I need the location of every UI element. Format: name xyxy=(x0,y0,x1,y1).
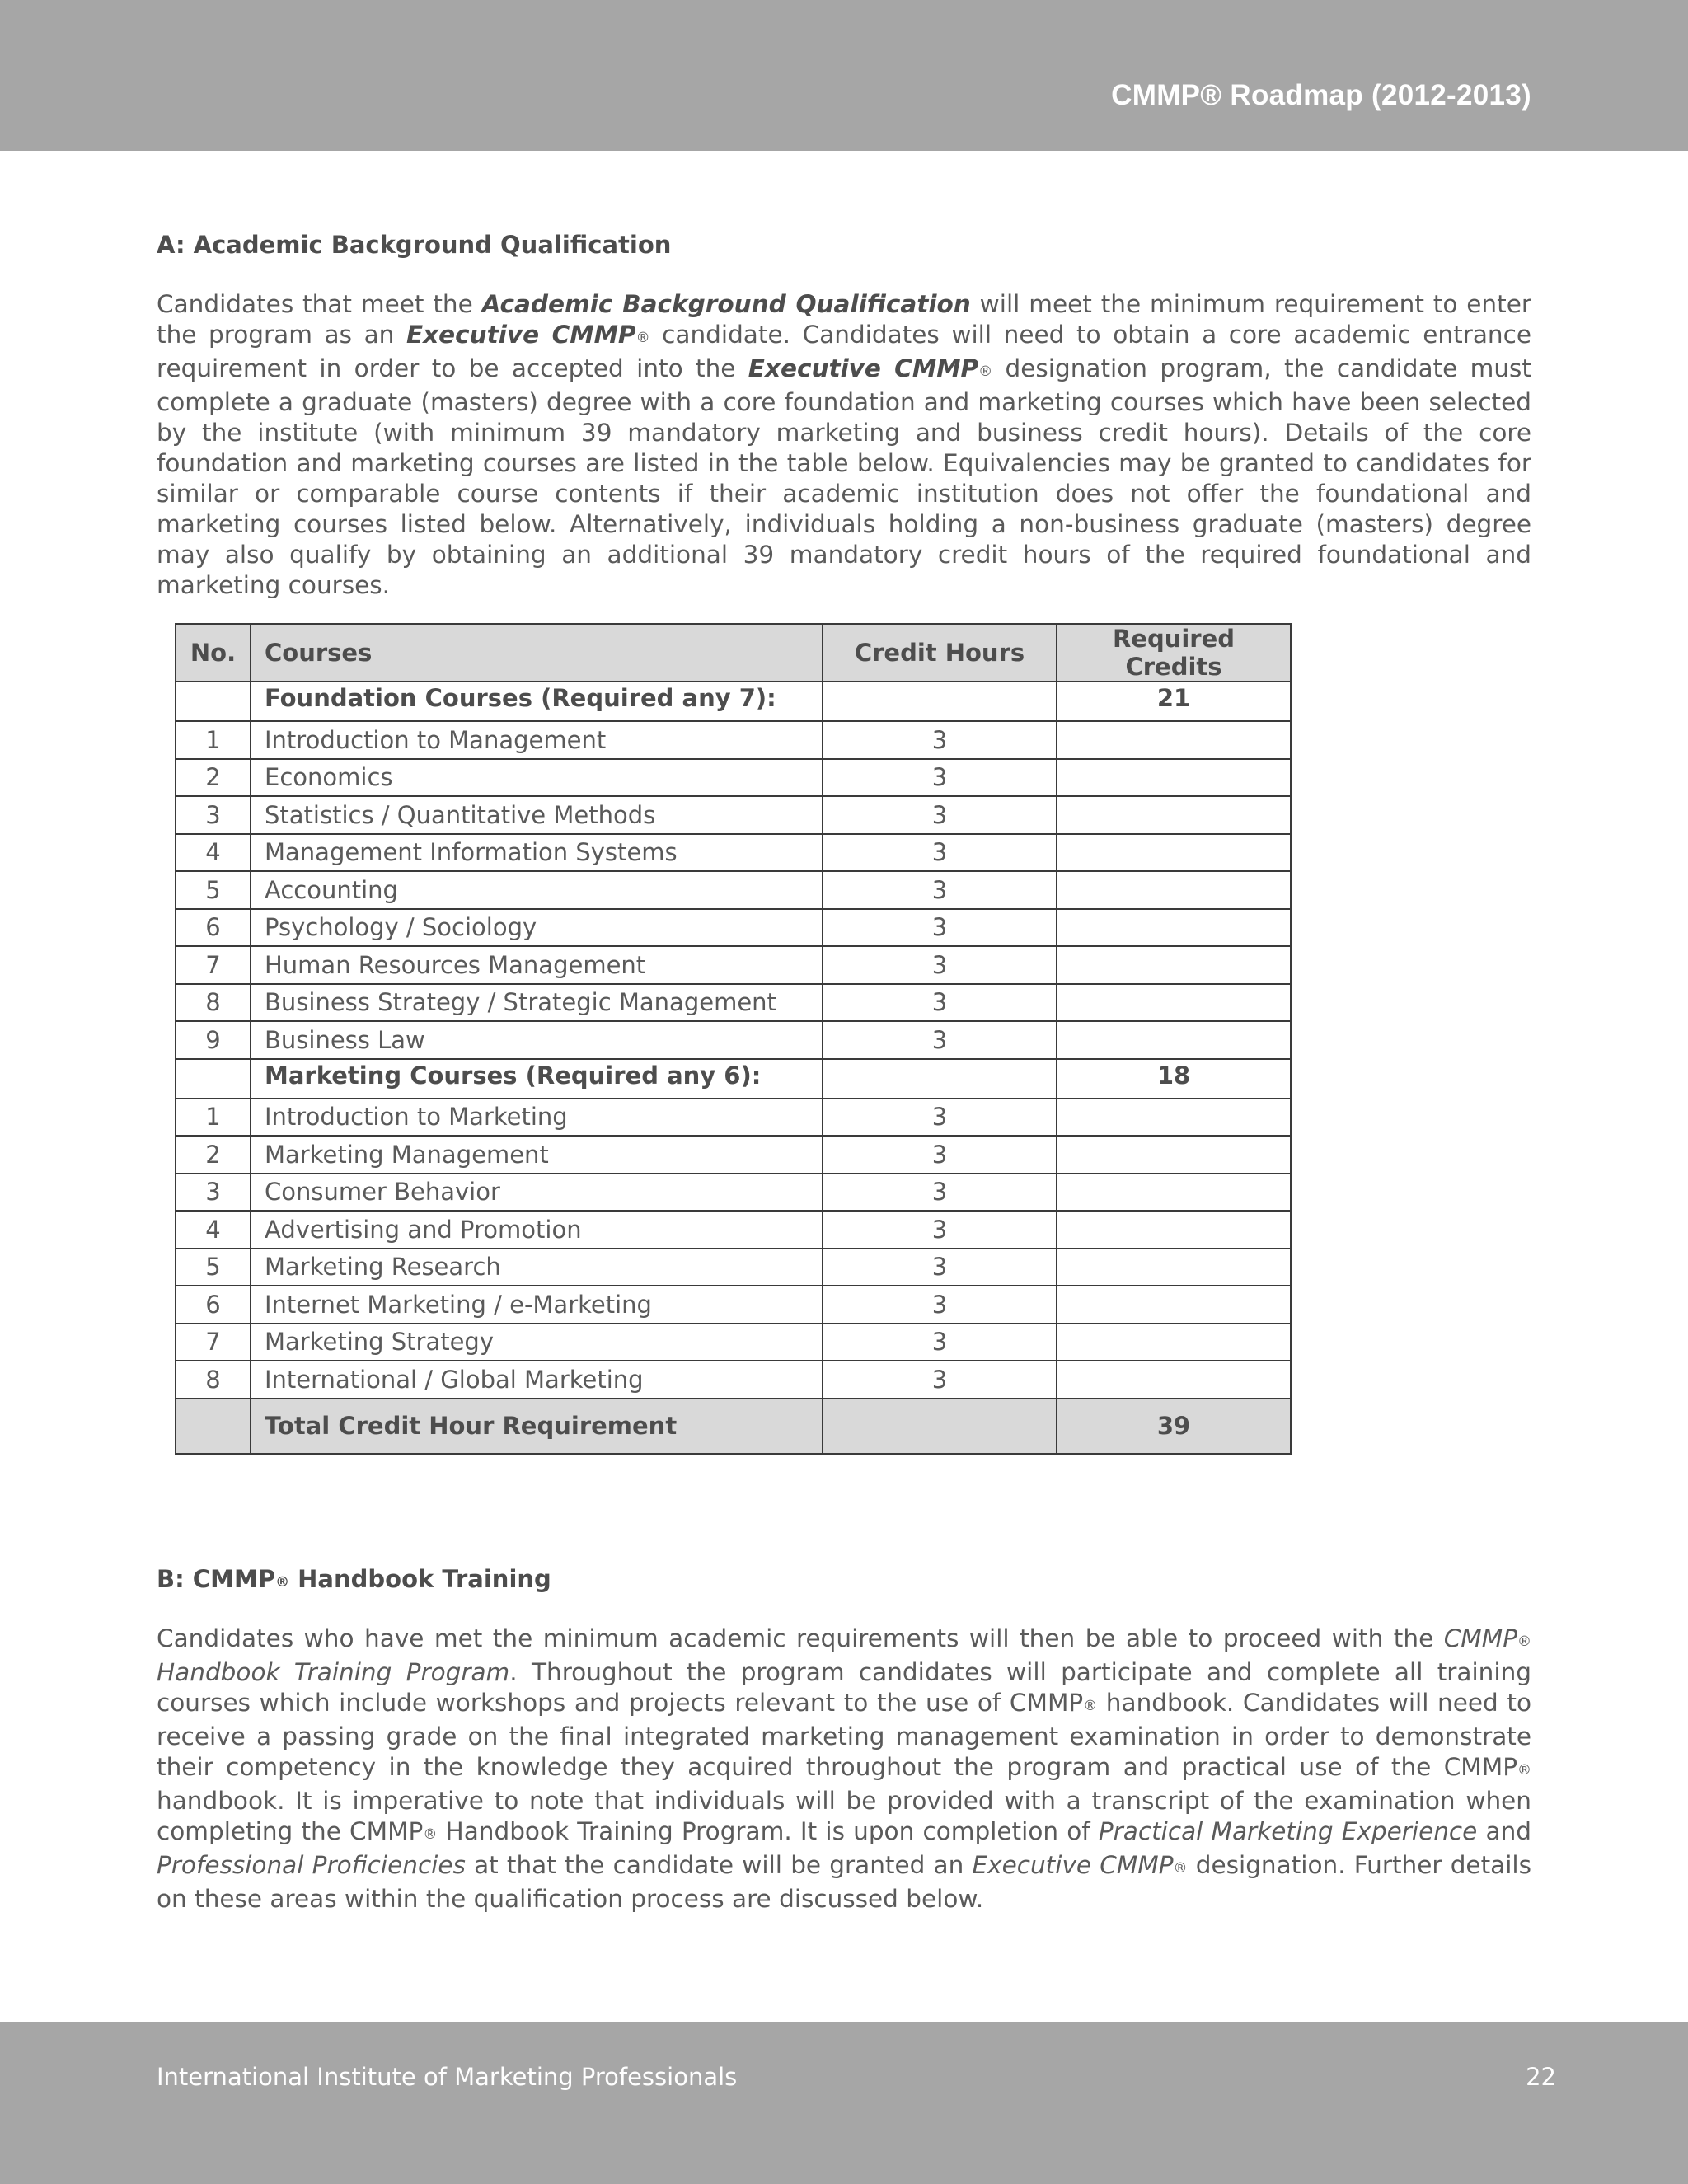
table-row: 4 Advertising and Promotion 3 xyxy=(176,1211,1291,1249)
header-no: No. xyxy=(176,624,251,682)
table-row: 8 Business Strategy / Strategic Management 3 xyxy=(176,984,1291,1022)
marketing-group-title: Marketing Courses (Required any 6): xyxy=(251,1059,823,1099)
header-credit-hours: Credit Hours xyxy=(823,624,1057,682)
table-row: 7 Human Resources Management 3 xyxy=(176,946,1291,984)
section-a-heading: A: Academic Background Qualification xyxy=(157,231,672,259)
section-a-paragraph: Candidates that meet the Academic Background Qualification will meet the minimum requirement to enter the program as an Executive CMMP® candidate. Candidates will need to obtain a core academic entrance requirement in order to be accepted into the Executive CMMP® designation program, the candidate must complete a graduate (masters) degree with a core foundation and marketing courses which have been selected by the institute (with minimum 39 mandatory marketing and business credit hours). Details of the core foundation and marketing courses are listed in the table below. Equivalencies may be granted to candidates for similar or comparable course contents if their academic institution does not offer the foundational and marketing courses listed below. Alternatively, individuals holding a non-business graduate (masters) degree may also qualify by obtaining an additional 39 mandatory credit hours of the required foundational and marketing courses. xyxy=(157,290,1531,599)
foundation-group-title: Foundation Courses (Required any 7): xyxy=(251,682,823,721)
table-row: 5 Accounting 3 xyxy=(176,871,1291,909)
footer-organization: International Institute of Marketing Professionals xyxy=(157,2063,738,2091)
total-required: 39 xyxy=(1057,1399,1291,1454)
document-title: CMMP® Roadmap (2012-2013) xyxy=(1111,79,1531,111)
table-row: 3 Statistics / Quantitative Methods 3 xyxy=(176,796,1291,834)
table-row: 1 Introduction to Management 3 xyxy=(176,721,1291,759)
footer-band xyxy=(0,2022,1688,2184)
total-label: Total Credit Hour Requirement xyxy=(251,1399,823,1454)
header-required-credits: Required Credits xyxy=(1057,624,1291,682)
section-b-heading: B: CMMP® Handbook Training xyxy=(157,1565,551,1593)
page-number: 22 xyxy=(1526,2063,1556,2091)
foundation-group-row xyxy=(176,682,1291,721)
table-row: 2 Economics 3 xyxy=(176,759,1291,797)
total-row xyxy=(176,1399,1291,1454)
table-row: 8 International / Global Marketing 3 xyxy=(176,1361,1291,1399)
header-band xyxy=(0,0,1688,151)
header-courses: Courses xyxy=(251,624,823,682)
table-row: 6 Internet Marketing / e-Marketing 3 xyxy=(176,1286,1291,1324)
table-row: 9 Business Law 3 xyxy=(176,1021,1291,1059)
foundation-required: 21 xyxy=(1057,682,1291,721)
table-row: 6 Psychology / Sociology 3 xyxy=(176,909,1291,947)
table-row: 3 Consumer Behavior 3 xyxy=(176,1174,1291,1212)
marketing-group-row xyxy=(176,1059,1291,1099)
section-b-paragraph: Candidates who have met the minimum academic requirements will then be able to proceed with the CMMP® Handbook Training Program. Throughout the program candidates will participate and complete all training courses which include workshops and projects relevant to the use of CMMP® handbook. Candidates will need to receive a passing grade on the final integrated marketing management examination in order to demonstrate their competency in the knowledge they acquired throughout the program and practical use of the CMMP® handbook. It is imperative to note that individuals will be provided with a transcript of the examination when completing the CMMP® Handbook Training Program. It is upon completion of Practical Marketing Experience and Professional Proficiencies at that the candidate will be granted an Executive CMMP® designation. Further details on these areas within the qualification process are discussed below. xyxy=(157,1624,1531,1913)
table-row: 4 Management Information Systems 3 xyxy=(176,834,1291,872)
table-row: 5 Marketing Research 3 xyxy=(176,1249,1291,1286)
course-requirements-table xyxy=(175,623,1292,1455)
table-row: 2 Marketing Management 3 xyxy=(176,1136,1291,1174)
marketing-required: 18 xyxy=(1057,1059,1291,1099)
table-row: 1 Introduction to Marketing 3 xyxy=(176,1099,1291,1137)
table-row: 7 Marketing Strategy 3 xyxy=(176,1324,1291,1361)
table-header-row xyxy=(176,624,1291,682)
